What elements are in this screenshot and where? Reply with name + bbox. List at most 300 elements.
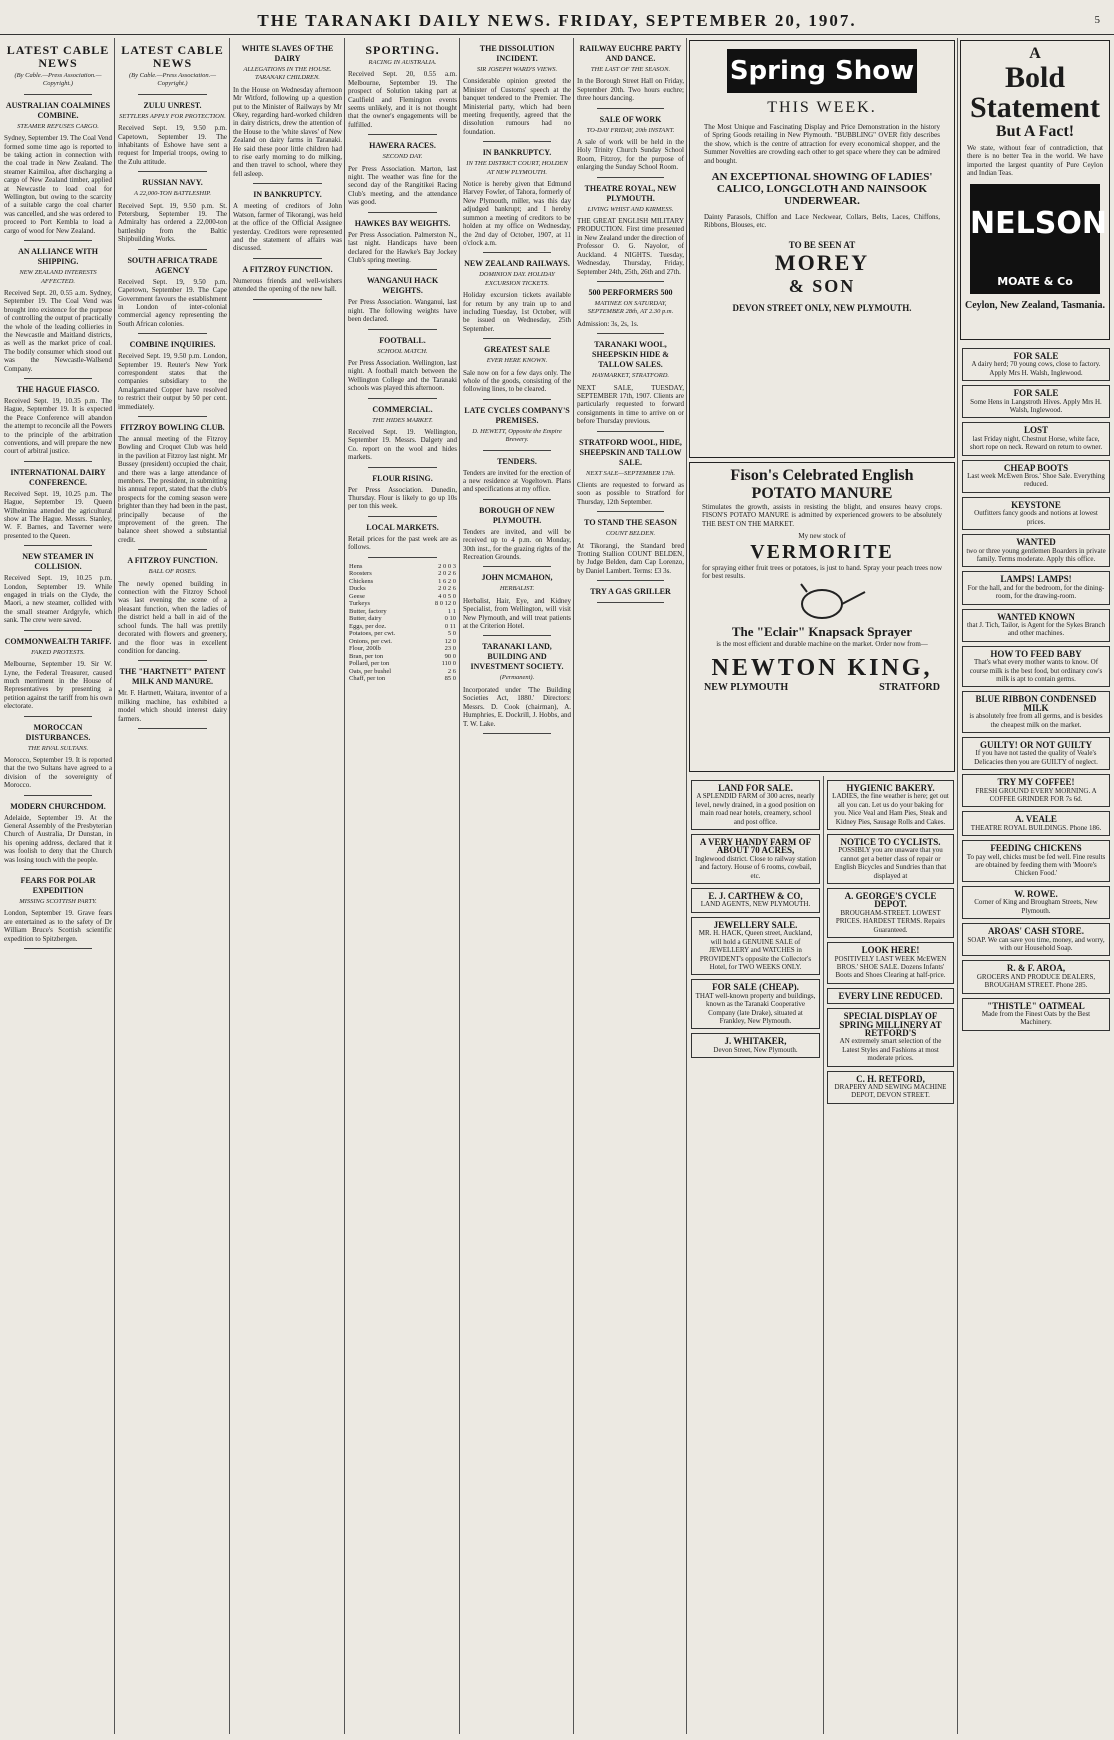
article-body: Received Sept. 19, 9.50 p.m. London, September 19. Reuter's New York correspondent states that the companies subsidiary to the Amalgamated Copper have resolved to restrict their output by 50 per cent. immediately. <box>118 352 227 411</box>
moate-logo-text: MOATE & Co <box>997 274 1073 288</box>
column-6 <box>575 38 686 1734</box>
article-subhead: HERBALIST. <box>499 585 535 593</box>
article-separator <box>483 499 551 500</box>
advert-text: AN extremely smart selection of the Latest Styles and Fashions at most moderate prices. <box>839 1037 942 1063</box>
classified-advert <box>691 780 820 830</box>
advert-text: DRAPERY AND SEWING MACHINE DEPOT, DEVON STREET. <box>834 1082 947 1100</box>
advert-text: A SPLENDID FARM of 300 acres, nearly level, newly drained, in a good position on main road near hotels, creamery, school and post office. <box>695 792 816 826</box>
table-row <box>348 645 457 653</box>
morey-name: MOREY <box>774 249 870 275</box>
article-separator <box>368 212 437 213</box>
article-body: Received Sept. 19, 10.35 p.m. The Hague, September 19. It is expected the Peace Conference will abandon the attempt to reconcile all the Powers to the principle of the arbitration conventions, and will prepare the new court of arbitral justice. <box>4 396 112 456</box>
market-item: Ducks <box>349 585 366 593</box>
article-separator <box>368 557 437 558</box>
article-headline: FEARS FOR POLAR EXPEDITION <box>20 876 96 895</box>
column-rule <box>957 38 958 1734</box>
fison-new-stock: My new stock of <box>798 532 846 541</box>
market-price: 90 0 <box>444 652 456 660</box>
advert-text: Some Hens in Langstroth Hives. Apply Mrs H. Walsh, Inglewood. <box>970 397 1102 415</box>
bold-a: A <box>1029 45 1041 62</box>
article-headline: A FITZROY FUNCTION. <box>242 264 333 274</box>
article-headline: NEW ZEALAND RAILWAYS. <box>464 259 570 269</box>
article-body: Sydney, September 19. The Coal Vend formed some time ago is reported to be taking action in connection with the coal trade in New Zealand. The steamer Kaimiloa, after discharging a cargo of New Zealand timber, applied at Newcastle to load coal for Wellington, but owing to the scarcity of a suitable cargo the coal charter was cancelled, and she was ordered to proceed to Port Kembla to load a cargo of wood for New Zealand. <box>4 134 112 235</box>
article-subhead: STEAMER REFUSES CARGO. <box>17 122 99 130</box>
market-item: Bran, per ton <box>349 652 384 660</box>
advert-heading: A. VEALE <box>1015 814 1057 825</box>
article-body: The newly opened building in connection with the Fitzroy School was last evening the scene of a pleasant function, when the ladies of the district held a ball in aid of the school funds. The hall was prettily decorated with flowers and greenery, and the floor was in excellent condition for dancing. <box>118 579 227 655</box>
advert-text: two or three young gentlemen Boarders in private family. Terms moderate. Apply this office. <box>966 546 1106 563</box>
table-row <box>348 593 457 601</box>
article-body: Per Press Association. Marton, last night. The weather was fine for the second day of the Rangitikei Racing Club's meeting, and the attendance was good. <box>348 164 457 207</box>
article-subhead: THE RIVAL SULTANS. <box>27 744 89 752</box>
article-headline: AUSTRALIAN COALMINES COMBINE. <box>5 100 111 120</box>
article-separator <box>368 467 437 468</box>
spring-show-address: DEVON STREET ONLY, NEW PLYMOUTH. <box>732 302 912 313</box>
table-row <box>348 563 457 571</box>
eclair-sprayer: The "Eclair" Knapsack Sprayer <box>731 624 913 640</box>
classified-advert <box>691 1033 820 1058</box>
article-subhead: ALLEGATIONS IN THE HOUSE. TARANAKI CHILDREN. <box>243 66 332 82</box>
classified-advert <box>962 422 1110 455</box>
article-separator <box>368 269 437 270</box>
column-rule <box>114 38 115 1734</box>
article-subhead: THE LAST OF THE SEASON. <box>590 66 671 73</box>
market-item: Onions, per cwt. <box>349 637 392 645</box>
article-subhead: LIVING WHIST AND KIRMESS. <box>587 205 674 213</box>
article-separator <box>483 450 551 451</box>
article-body: Tenders are invited, and will be received up to 4 p.m. on Monday, 30th inst., for the grazing rights of the Recreation Grounds. <box>463 527 571 562</box>
market-price: 110 0 <box>441 660 456 668</box>
article-body: In the House on Wednesday afternoon Mr Witford, following up a question put to the Minister of Railways by Mr Okey, regarding hard-worked children in dairy districts, drew the attention of the House to the 'white slaves' of New Zealand on dairy farms in Taranaki. He said these poor little children had to rise early morning to do milking, and then travel to school, where they fell asleep. <box>233 85 342 178</box>
article-headline: TO STAND THE SEASON <box>584 518 677 528</box>
article-separator <box>138 333 207 334</box>
article-subhead: THE HIDES MARKET. <box>372 416 433 424</box>
advert-heading: LAMPS! LAMPS! <box>1000 574 1072 585</box>
article-separator <box>24 94 92 95</box>
article-separator <box>24 869 92 870</box>
article-body: Herbalist, Hair, Eye, and Kidney Specialist, from Wellington, will visit New Plymouth, and will treat patients at the Criterion Hotel. <box>463 596 571 631</box>
classified-advert <box>691 979 820 1029</box>
advert-text: For the hall, and for the bedroom, for the dining-room, for the drawing-room. <box>967 583 1105 601</box>
advert-heading: FOR SALE (CHEAP). <box>712 982 799 993</box>
article-subhead: MATINEE ON SATURDAY, SEPTEMBER 28th, AT 2.30 p.m. <box>587 299 674 316</box>
article-separator <box>483 566 551 567</box>
article-body: Received Sept. 20, 0.55 a.m. Melbourne, September 19. The prospect of Solution taking part at Caulfield and Flemington events seems unlikely, and it is not thought that the owner's engagements will be fulfilled. <box>348 70 457 129</box>
article-separator <box>483 635 551 636</box>
article-body: Considerable opinion greeted the Minister of Customs' speech at the banquet tendered to the Premier. The Ministerial party, which had been meeting frequently, agreed that the dissolution rumours had no foundation. <box>463 77 571 136</box>
advert-heading: FOR SALE <box>1013 388 1059 399</box>
classified-advert <box>962 886 1110 919</box>
article-separator <box>24 948 92 949</box>
classified-advert <box>962 840 1110 882</box>
article-body: In the Borough Street Hall on Friday, September 20th. Two hours euchre; three hours dancing. <box>577 77 684 103</box>
article-headline: SPORTING. <box>365 43 440 57</box>
article-body: Morocco, September 19. It is reported that the two Sultans have agreed to a division of the sovereignty of Morocco. <box>4 755 112 790</box>
article-separator <box>138 728 207 729</box>
advert-heading: FOR SALE <box>1013 351 1059 361</box>
article-headline: NEW STEAMER IN COLLISION. <box>22 552 94 572</box>
table-row <box>348 668 457 676</box>
article-body: Tenders are invited for the erection of a new residence at Vogeltown. Plans and specifications at my office. <box>463 468 571 494</box>
article-separator <box>597 431 664 432</box>
article-separator <box>138 416 207 417</box>
article-headline: STRATFORD WOOL, HIDE, SHEEPSKIN AND TALLOW SALE. <box>579 437 682 467</box>
article-separator <box>597 511 664 512</box>
table-row <box>348 638 457 646</box>
market-item: Oats, per bushel <box>349 667 392 675</box>
article-separator <box>138 94 207 95</box>
market-item: Chickens <box>349 577 374 585</box>
son-name: & SON <box>788 275 856 296</box>
article-headline: IN BANKRUPTCY. <box>253 190 322 200</box>
advert-text: POSSIBLY you are unaware that you cannot get a better class of repair or English Bicycles and Sundries than that displayed at <box>834 846 947 880</box>
table-row <box>348 615 457 623</box>
advert-text: Made from the Finest Oats by the Best Machinery. <box>981 1009 1091 1027</box>
article-subhead: IN THE DISTRICT COURT, HOLDEN AT NEW PLYMOUTH. <box>466 160 568 176</box>
advert-text: THAT well-known property and buildings, known as the Taranaki Cooperative Company (late Drake), situated at Frankley, New Plymouth. <box>695 991 816 1025</box>
market-price: 4 0 5 0 <box>438 592 456 600</box>
fison-text2: for spraying either fruit trees or potatoes, is just to hand. Spray your peach trees now for best results. <box>702 563 942 581</box>
bold-heading: Bold Statement <box>970 61 1100 124</box>
classified-advert <box>962 691 1110 733</box>
article-body: Numerous friends and well-wishers attended the opening of the new hall. <box>233 276 342 294</box>
article-separator <box>138 549 207 550</box>
article-subhead: MISSING SCOTTISH PARTY. <box>19 898 97 905</box>
page-number: 5 <box>1094 14 1100 26</box>
article-headline: LATEST CABLE NEWS <box>6 43 110 70</box>
nelson-moate-logo <box>970 184 1107 294</box>
article-separator <box>368 329 437 330</box>
article-body: Holiday excursion tickets available for return by any train up to and including Tuesday, 1st October, will be issued on Wednesday, 25th September. <box>463 291 571 333</box>
article-body: Mr. F. Hartnett, Waitara, inventor of a milking machine, has exhibited a model which should interest dairy farmers. <box>118 689 227 723</box>
market-price: 1 6 2 0 <box>438 577 456 585</box>
table-row <box>348 653 457 661</box>
article-body: A meeting of creditors of John Watson, farmer of Tikorangi, was held at the office of the Official Assignee yesterday. Creditors were represented and the statement of affairs was discussed. <box>233 202 342 253</box>
advert-heading: A VERY HANDY FARM OF ABOUT 70 ACRES, <box>699 837 812 856</box>
article-separator <box>24 378 92 379</box>
advert-heading: "THISTLE" OATMEAL <box>987 1000 1085 1011</box>
classified-advert <box>827 780 954 830</box>
advert-heading: TRY MY COFFEE! <box>997 777 1075 788</box>
article-separator <box>253 258 322 259</box>
fison-heading: Fison's Celebrated English <box>730 467 914 484</box>
article-separator <box>24 795 92 796</box>
column-5 <box>461 38 573 1734</box>
classified-advert <box>962 348 1110 381</box>
article-body: THE GREAT ENGLISH MILITARY PRODUCTION. First time presented in New Zealand under the direction of Professor O. G. Nayolor, of Auckland. 4 NIGHTS. Tuesday, Wednesday, Thursday, Friday, September 24th, 25th, 26th and 27th. <box>577 217 684 276</box>
table-row <box>348 578 457 586</box>
spring-show-banner: Spring Show <box>727 49 917 93</box>
advert-heading: R. & F. AROA, <box>1006 963 1066 974</box>
advert-heading: HYGIENIC BAKERY. <box>846 783 935 793</box>
ceylon-line: Ceylon, New Zealand, Tasmania. <box>964 299 1106 311</box>
classified-advert <box>962 737 1110 770</box>
column-rule <box>573 38 574 1734</box>
market-item: Chaff, per ton <box>349 675 386 683</box>
spring-show-advert <box>689 40 955 458</box>
advert-text: LAND AGENTS, NEW PLYMOUTH. <box>700 900 811 909</box>
newton-king: NEWTON KING, <box>711 654 933 681</box>
article-headline: HAWKES BAY WEIGHTS. <box>354 218 451 228</box>
advert-heading: CHEAP BOOTS <box>1003 462 1069 473</box>
market-item: Hens <box>349 562 363 570</box>
market-item: Turkeys <box>349 600 371 608</box>
article-subhead: SETTLERS APPLY FOR PROTECTION. <box>119 112 226 120</box>
advert-heading: HOW TO FEED BABY <box>990 648 1082 659</box>
article-body: Sale now on for a few days only. The whole of the goods, consisting of the following lines, to be cleared. <box>463 368 571 394</box>
market-item: Eggs, per doz. <box>349 622 387 630</box>
article-headline: RUSSIAN NAVY. <box>142 178 203 188</box>
market-price: 8 0 12 0 <box>434 600 456 608</box>
market-price: 0 10 <box>444 615 456 623</box>
advert-heading: JEWELLERY SALE. <box>713 919 798 930</box>
classified-advert <box>962 811 1110 836</box>
market-price: 0 11 <box>444 622 456 630</box>
market-item: Pollard, per ton <box>349 660 390 668</box>
article-body: Received Sept. 19. Wellington, September 19. Messrs. Dalgety and Co. report on the wool and hides markets. <box>348 427 457 462</box>
article-headline: LOCAL MARKETS. <box>366 522 439 532</box>
classified-advert <box>827 1071 954 1104</box>
advert-heading: BLUE RIBBON CONDENSED MILK <box>975 694 1097 713</box>
advert-heading: LOST <box>1023 425 1048 436</box>
article-headline: COMMERCIAL. <box>372 404 433 414</box>
article-headline: FITZROY BOWLING CLUB. <box>120 422 225 432</box>
article-separator <box>138 171 207 172</box>
classified-advert <box>691 888 820 913</box>
article-body: Received Sept. 19, 9.50 p.m. Capetown, September 19. The Cape Government favours the establishment in London of inter-colonial commercial agency representing the South African colonies. <box>118 277 227 328</box>
classified-advert <box>827 988 954 1004</box>
classified-advert <box>962 998 1110 1031</box>
article-subhead: D. HEWETT, Opposite the Empire Brewery. <box>472 427 562 444</box>
classified-advert <box>962 385 1110 418</box>
article-separator <box>24 716 92 717</box>
article-body: A sale of work will be held in the Holy Trinity Church Sunday School Room, Fitzroy, for the purpose of enlarging the Sunday School Room. <box>577 138 684 172</box>
article-subhead: (Permanent). <box>499 674 535 682</box>
nelson-logo-text: NELSON <box>970 205 1107 241</box>
article-separator <box>368 398 437 399</box>
newton-king-town-1: NEW PLYMOUTH <box>704 681 789 693</box>
article-headline: A FITZROY FUNCTION. <box>127 556 218 566</box>
article-subhead: COUNT BELDEN. <box>605 530 656 538</box>
article-headline: TRY A GAS GRILLER <box>590 587 671 597</box>
classified-advert <box>827 942 954 984</box>
newton-king-town-2: STRATFORD <box>879 681 940 693</box>
right-classifieds <box>960 344 1112 1734</box>
article-subhead: RACING IN AUSTRALIA. <box>368 59 437 66</box>
advert-heading: LAND FOR SALE. <box>718 783 793 793</box>
market-item: Butter, dairy <box>349 615 382 623</box>
article-separator <box>24 461 92 462</box>
article-separator <box>24 545 92 546</box>
bold-fact: But A Fact! <box>995 123 1075 140</box>
article-body: The annual meeting of the Fitzroy Bowling and Croquet Club was held in the pavilion at Fitzroy last night. Mr Bussey (president) occupied the chair, and there was a large attendance of members. The president, in submitting his annual report, stated that the club's prospects for the coming season were brighter than they had been in the past, principally because of the improvement of the green. The balance sheet showed a substantial credit. <box>118 434 227 544</box>
advert-text: THEATRE ROYAL BUILDINGS. Phone 186. <box>970 823 1102 832</box>
article-separator <box>597 177 664 178</box>
article-headline: RAILWAY EUCHRE PARTY AND DANCE. <box>579 44 682 63</box>
spring-show-see: TO BE SEEN AT <box>788 239 856 250</box>
article-subhead: NEXT SALE—SEPTEMBER 17th. <box>586 469 675 477</box>
advert-text: FRESH GROUND EVERY MORNING. A COFFEE GRINDER FOR 7s 6d. <box>975 786 1097 804</box>
article-separator <box>597 580 664 581</box>
article-headline: BOROUGH OF NEW PLYMOUTH. <box>479 505 555 525</box>
article-headline: IN BANKRUPTCY. <box>482 148 552 158</box>
table-row <box>348 600 457 608</box>
article-body: Per Press Association. Wellington, last night. A football match between the Wellington College and the Taranaki schools was played this afternoon. <box>348 358 457 393</box>
fison-manure-advert <box>689 462 955 772</box>
article-headline: TARANAKI WOOL, SHEEPSKIN HIDE & TALLOW SALES. <box>592 340 669 370</box>
article-headline: LATEST CABLE NEWS <box>121 43 224 70</box>
advert-text: Corner of King and Brougham Streets, New Plymouth. <box>974 898 1098 915</box>
article-body: Retail prices for the past week are as follows. <box>348 534 457 552</box>
article-body: Incorporated under 'The Building Societies Act, 1880.' Directors: Messrs. D. Cook (chairman), A. Humphries, E. Dockrill, J. Hobbs, and T. W. Lake. <box>463 685 571 728</box>
article-separator <box>483 338 551 339</box>
article-body: Received Sept. 19, 10.25 p.m. The Hague, September 19. Queen Wilhelmina attended the agricultural show at The Hague. Messrs. Stanley, W. F. Barnes, and Taverner were presented to the Queen. <box>4 489 112 540</box>
advert-text: POSITIVELY LAST WEEK McEWEN BROS.' SHOE SALE. Dozens Infants' Boots and Shoes Clearing at half-price. <box>834 954 947 980</box>
classified-advert <box>962 960 1110 993</box>
article-subhead: NEW ZEALAND INTERESTS AFFECTED. <box>19 269 97 285</box>
market-price: 2 6 <box>447 667 456 675</box>
article-subhead: FAKED PROTESTS. <box>31 648 85 656</box>
article-separator <box>597 602 664 603</box>
market-item: Potatoes, per cwt. <box>349 630 396 638</box>
spring-show-week: THIS WEEK. <box>767 99 877 116</box>
article-headline: LATE CYCLES COMPANY'S PREMISES. <box>464 405 570 425</box>
article-headline: SOUTH AFRICA TRADE AGENCY <box>127 255 218 275</box>
article-subhead: (By Cable.—Press Association.—Copyright.) <box>14 72 102 88</box>
advert-heading: A. GEORGE'S CYCLE DEPOT. <box>844 891 937 910</box>
article-headline: JOHN MCMAHON, <box>481 573 553 583</box>
article-separator <box>483 733 551 734</box>
column-rule <box>823 776 824 1734</box>
article-body: NEXT SALE, TUESDAY, SEPTEMBER 17th, 1907. Clients are particularly requested to forward consignments in time to arrive on or before Thursday previous. <box>577 383 684 426</box>
classified-advert <box>827 888 954 938</box>
classified-advert <box>962 609 1110 642</box>
article-headline: COMMONWEALTH TARIFF. <box>4 636 112 646</box>
article-subhead: BALL OF ROSES. <box>148 568 197 576</box>
classified-advert <box>827 1008 954 1066</box>
article-body: Melbourne, September 19. Sir W. Lyne, the Federal Treasurer, caused much merriment in the House of Representatives by presenting a petition against the tariff from his own electorate. <box>4 660 112 711</box>
classified-advert <box>691 834 820 884</box>
article-headline: THE "HARTNETT" PATENT MILK AND MANURE. <box>119 667 226 687</box>
article-headline: WHITE SLAVES OF THE DAIRY <box>241 44 334 63</box>
article-body: Received Sept. 19, 9.50 p.m. Capetown, September 19. The inhabitants of Eshowe have sent a request for Imperial troops, owing to the Zulu attitude. <box>118 124 227 166</box>
advert-text: GROCERS AND PRODUCE DEALERS, BROUGHAM STREET. Phone 285. <box>976 972 1096 990</box>
article-subhead: A 22,000-TON BATTLESHIP. <box>133 190 212 198</box>
table-row <box>348 608 457 616</box>
article-separator <box>368 516 437 517</box>
article-headline: ZULU UNREST. <box>143 100 202 110</box>
article-subhead: SECOND DAY. <box>382 153 423 161</box>
article-separator <box>597 333 664 334</box>
advert-text: That's what every mother wants to know. Of course milk is the best food, but ordinary cow's milk is apt to contain germs. <box>969 658 1103 683</box>
article-body: Received Sept. 19, 9.50 p.m. St. Petersburg, September 19. The Admiralty has ordered a 22,000-ton battleship from the Baltic Shipbuilding Works. <box>118 201 227 244</box>
market-price: 23 0 <box>444 645 456 653</box>
article-separator <box>597 281 664 282</box>
article-separator <box>138 660 207 661</box>
article-headline: AN ALLIANCE WITH SHIPPING. <box>18 247 98 267</box>
article-subhead: DOMINION DAY. HOLIDAY EXCURSION TICKETS. <box>479 271 555 287</box>
masthead-title: THE TARANAKI DAILY NEWS. FRIDAY, SEPTEMBER 20, 1907. <box>257 11 857 30</box>
column-3 <box>231 38 344 1734</box>
article-subhead: SCHOOL MATCH. <box>377 347 428 355</box>
article-subhead: (By Cable.—Press Association.—Copyright.) <box>128 72 217 88</box>
article-headline: THEATRE ROYAL, NEW PLYMOUTH. <box>584 183 677 203</box>
article-headline: 500 PERFORMERS 500 <box>588 287 673 297</box>
advert-heading: FEEDING CHICKENS <box>990 843 1082 854</box>
fison-text: Stimulates the growth, assists in resisting the blight, and ensures heavy crops. FISON'S POTATO MANURE is admitted by experienced growers to be absolutely THE BEST ON THE MARKET. <box>702 503 942 528</box>
market-price: 85 0 <box>444 675 456 683</box>
market-item: Butter, factory <box>349 607 387 615</box>
advert-text: MR. H. HACK, Queen street, Auckland, will hold a GENUINE SALE of JEWELLERY and WATCHES in PROVIDENT's opposite the Collector's Hotel, for TWO WEEKS ONLY. <box>698 929 813 971</box>
vermorite: VERMORITE <box>750 540 894 563</box>
market-item: Flour, 200lb <box>349 645 381 653</box>
table-row <box>348 630 457 638</box>
article-headline: GREATEST SALE <box>484 345 550 355</box>
advert-heading: WANTED KNOWN <box>997 611 1075 622</box>
column-2 <box>116 38 229 1734</box>
table-row <box>348 623 457 631</box>
advert-heading: NOTICE TO CYCLISTS. <box>840 837 941 848</box>
market-price: 1 1 <box>447 607 456 615</box>
classified-advert <box>962 571 1110 604</box>
advert-heading: C. H. RETFORD, <box>856 1073 925 1084</box>
table-row <box>348 675 457 683</box>
market-price: 2 0 2 6 <box>438 585 456 593</box>
article-headline: WANGANUI HACK WEIGHTS. <box>366 276 439 296</box>
article-separator <box>483 141 551 142</box>
article-body: London, September 19. Grave fears are entertained as to the safety of Dr William Bruce's Scottish scientific expedition to Spitzbergen. <box>4 909 112 943</box>
table-row <box>348 660 457 668</box>
advert-heading: AROAS' CASH STORE. <box>987 926 1085 937</box>
advert-text: Devon Street, New Plymouth. <box>713 1045 798 1054</box>
column-4 <box>346 38 459 1734</box>
masthead <box>0 8 1114 35</box>
article-headline: MODERN CHURCHDOM. <box>10 801 106 811</box>
advert-heading: SPECIAL DISPLAY OF SPRING MILLINERY AT RETFORD'S <box>839 1011 942 1038</box>
article-headline: FOOTBALL. <box>379 335 426 345</box>
advert-heading: KEYSTONE <box>1011 499 1061 510</box>
article-subhead: SIR JOSEPH WARD'S VIEWS. <box>476 66 558 73</box>
article-separator <box>483 399 551 400</box>
article-body: Per Press Association. Wanganui, last night. The following weights have been declared. <box>348 298 457 324</box>
article-body: Received Sept. 20, 0.55 a.m. Sydney, September 19. The Coal Vend was brought into existence for the purpose of controlling the output of practically the whole of the leading collieries in the Newcastle and Maitland districts, as well as the market price of coal. The bodily consumer which stood out was the Newcastle-Wallsend Company. <box>4 288 112 373</box>
classified-advert <box>962 460 1110 493</box>
table-row <box>348 585 457 593</box>
column-rule <box>229 38 230 1734</box>
column-1 <box>2 38 114 1734</box>
column-rule <box>686 38 687 1734</box>
market-item: Roosters <box>349 570 372 578</box>
market-price: 2 0 2 6 <box>438 570 456 578</box>
advert-heading: LOOK HERE! <box>861 945 920 956</box>
advert-heading: EVERY LINE REDUCED. <box>838 990 943 1001</box>
sprayer-icon <box>777 582 867 622</box>
column-bakery <box>825 776 956 1734</box>
article-body: At Tikorangi, the Standard bred Trotting Stallion COUNT BELDEN, by Judge Belden, dam Cap Lorenzo, by Daniel Lambert. Terms: £3 3s. <box>577 541 684 575</box>
local-markets-table <box>348 563 457 683</box>
advert-text: SOAP. We can save you time, money, and worry, with our Household Soap. <box>967 935 1105 952</box>
advert-heading: W. ROWE. <box>1014 888 1058 899</box>
article-body: Received Sept. 19, 10.25 p.m. London, September 19. While engaged in trials on the Clyde, the Maori, a new steamer, collided with the small steamer Ardgryfe, which sank. The crew were saved. <box>4 574 112 625</box>
article-headline: INTERNATIONAL DAIRY CONFERENCE. <box>10 467 106 487</box>
advert-text: To pay well, chicks must be fed well. Fine results are obtained by feeding them with 'Moore's Chicken Food.' <box>966 852 1106 878</box>
column-land <box>689 776 822 1734</box>
article-body: Admission: 3s, 2s, 1s. <box>577 319 639 328</box>
article-subhead: HAYMARKET, STRATFORD. <box>591 372 670 380</box>
advert-text: last Friday night, Chestnut Horse, white face, short rope on neck. Reward on return to owner. <box>969 434 1103 452</box>
article-subhead: TO-DAY FRIDAY, 20th INSTANT. <box>586 126 675 134</box>
advert-text: If you have not tasted the quality of Veale's Delicacies then you are GUILTY of neglect. <box>974 749 1098 766</box>
